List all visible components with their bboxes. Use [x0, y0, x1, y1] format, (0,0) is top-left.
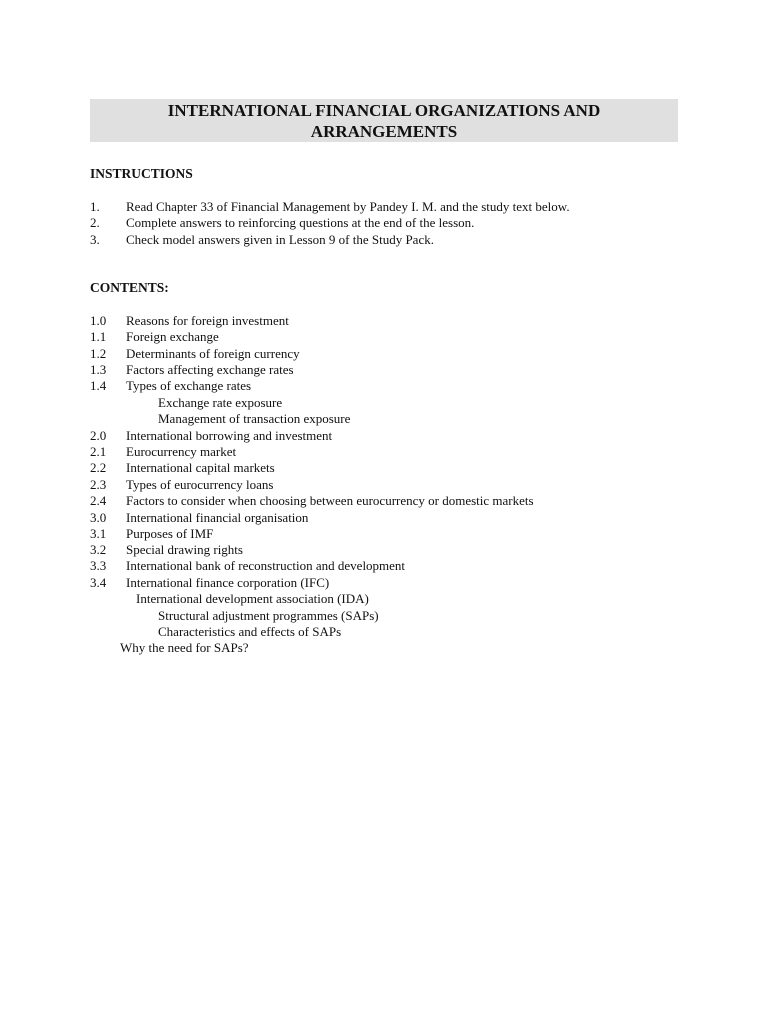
contents-number: 1.1 — [90, 329, 107, 344]
contents-number: 3.0 — [90, 510, 107, 525]
contents-text: Purposes of IMF — [126, 526, 214, 541]
contents-text: Characteristics and effects of SAPs — [158, 624, 342, 639]
contents-text: International finance corporation (IFC) — [126, 575, 330, 590]
contents-text: Foreign exchange — [126, 329, 219, 344]
contents-heading: CONTENTS: — [90, 280, 169, 295]
contents-number: 2.1 — [90, 444, 107, 459]
instruction-text: Complete answers to reinforcing questions at the end of the lesson. — [126, 215, 475, 230]
instruction-number: 1. — [90, 199, 100, 214]
contents-text: International borrowing and investment — [126, 428, 333, 443]
contents-number: 2.3 — [90, 477, 107, 492]
contents-number: 3.2 — [90, 542, 107, 557]
title-line-2: ARRANGEMENTS — [310, 122, 458, 141]
contents-text: International bank of reconstruction and development — [126, 558, 406, 573]
title-line-1: INTERNATIONAL FINANCIAL ORGANIZATIONS AND — [167, 101, 601, 120]
title-banner — [90, 99, 678, 142]
contents-number: 1.4 — [90, 378, 107, 393]
contents-number: 1.3 — [90, 362, 107, 377]
contents-text: Factors affecting exchange rates — [126, 362, 294, 377]
instruction-number: 2. — [90, 215, 100, 230]
contents-number: 2.2 — [90, 460, 107, 475]
instruction-text: Check model answers given in Lesson 9 of the Study Pack. — [126, 232, 434, 247]
contents-text: Types of eurocurrency loans — [126, 477, 274, 492]
contents-number: 3.3 — [90, 558, 107, 573]
contents-text: Exchange rate exposure — [158, 395, 283, 410]
contents-number: 2.0 — [90, 428, 107, 443]
contents-text: Types of exchange rates — [126, 378, 252, 393]
contents-text: Special drawing rights — [126, 542, 243, 557]
contents-text: Determinants of foreign currency — [126, 346, 300, 361]
contents-number: 1.2 — [90, 346, 107, 361]
contents-text: International capital markets — [126, 460, 275, 475]
contents-number: 1.0 — [90, 313, 107, 328]
contents-number: 3.1 — [90, 526, 107, 541]
instructions-heading: INSTRUCTIONS — [90, 166, 193, 181]
contents-text: Factors to consider when choosing between eurocurrency or domestic markets — [126, 493, 534, 508]
contents-text: International financial organisation — [126, 510, 309, 525]
contents-text: International development association (IDA) — [136, 591, 369, 606]
contents-text: Management of transaction exposure — [158, 411, 351, 426]
contents-text: Why the need for SAPs? — [120, 640, 249, 655]
contents-text: Reasons for foreign investment — [126, 313, 289, 328]
contents-number: 3.4 — [90, 575, 107, 590]
contents-number: 2.4 — [90, 493, 107, 508]
contents-text: Eurocurrency market — [126, 444, 237, 459]
instruction-number: 3. — [90, 232, 100, 247]
instruction-text: Read Chapter 33 of Financial Management by Pandey I. M. and the study text below. — [126, 199, 570, 214]
contents-text: Structural adjustment programmes (SAPs) — [158, 608, 379, 623]
